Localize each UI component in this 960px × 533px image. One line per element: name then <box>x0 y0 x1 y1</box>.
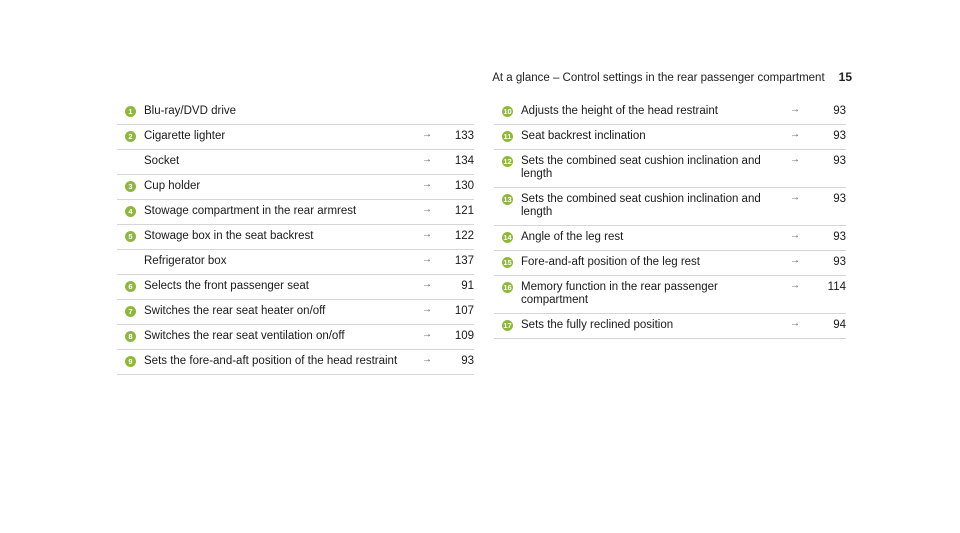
item-description: Socket <box>144 155 180 167</box>
page-reference[interactable]: 94 <box>833 319 846 331</box>
item-description: Switches the rear seat ventilation on/off <box>144 330 345 342</box>
list-item <box>117 350 474 375</box>
list-item <box>117 175 474 200</box>
list-item <box>117 100 474 125</box>
item-number-badge: 17 <box>503 321 512 330</box>
list-item <box>494 226 846 251</box>
arrow-right-icon: → <box>422 129 432 140</box>
page-reference[interactable]: 93 <box>461 355 474 367</box>
page-reference[interactable]: 134 <box>454 155 474 167</box>
list-item <box>494 188 846 226</box>
page-reference[interactable]: 121 <box>454 205 474 217</box>
right-column <box>494 100 846 339</box>
arrow-right-icon: → <box>422 279 432 290</box>
arrow-right-icon: → <box>790 255 800 266</box>
item-description: Cup holder <box>144 180 201 192</box>
arrow-right-icon: → <box>422 354 432 365</box>
item-description: Seat backrest inclination <box>521 130 646 142</box>
item-number-badge: 13 <box>503 195 512 204</box>
item-number-badge: 7 <box>125 306 136 317</box>
list-item <box>494 125 846 150</box>
list-item <box>117 275 474 300</box>
item-description: Sets the fore-and-aft position of the head restraint <box>144 355 398 367</box>
item-number-badge: 6 <box>125 281 136 292</box>
arrow-right-icon: → <box>422 179 432 190</box>
item-number-badge: 4 <box>125 206 136 217</box>
arrow-right-icon: → <box>422 229 432 240</box>
page-reference[interactable]: 91 <box>461 280 474 292</box>
item-number-badge: 3 <box>125 181 136 192</box>
list-item <box>494 100 846 125</box>
left-column <box>117 100 474 375</box>
item-description: Adjusts the height of the head restraint <box>521 105 718 117</box>
arrow-right-icon: → <box>422 204 432 215</box>
item-description: Switches the rear seat heater on/off <box>144 305 326 317</box>
item-number-badge: 10 <box>503 107 512 116</box>
list-item <box>117 200 474 225</box>
item-number-badge: 1 <box>125 106 136 117</box>
arrow-right-icon: → <box>422 154 432 165</box>
item-description: Cigarette lighter <box>144 130 226 142</box>
item-number-badge: 16 <box>503 283 512 292</box>
list-item <box>494 314 846 339</box>
list-item <box>117 150 474 175</box>
item-number-badge: 15 <box>503 258 512 267</box>
item-description: Sets the fully reclined position <box>521 319 674 331</box>
item-description: Stowage box in the seat backrest <box>144 230 314 242</box>
page-number: 15 <box>838 70 852 84</box>
item-number-badge: 12 <box>503 157 512 166</box>
list-item <box>117 325 474 350</box>
arrow-right-icon: → <box>422 329 432 340</box>
arrow-right-icon: → <box>790 129 800 140</box>
page-reference[interactable]: 109 <box>454 330 474 342</box>
arrow-right-icon: → <box>790 104 800 115</box>
page-reference[interactable]: 93 <box>833 231 846 243</box>
page-reference[interactable]: 93 <box>833 155 846 167</box>
page-reference[interactable]: 137 <box>454 255 474 267</box>
item-number-badge: 14 <box>503 233 512 242</box>
list-item <box>117 225 474 250</box>
item-description: Selects the front passenger seat <box>144 280 309 292</box>
page-reference[interactable]: 122 <box>454 230 474 242</box>
list-item <box>117 250 474 275</box>
page-reference[interactable]: 93 <box>833 130 846 142</box>
header-title: At a glance – Control settings in the rear passenger compartment <box>492 72 825 84</box>
arrow-right-icon: → <box>422 304 432 315</box>
item-description: Angle of the leg rest <box>521 231 624 243</box>
item-description: Sets the combined seat cushion inclination and length <box>521 155 761 180</box>
item-number-badge: 5 <box>125 231 136 242</box>
page-reference[interactable]: 93 <box>833 256 846 268</box>
item-description: Stowage compartment in the rear armrest <box>144 205 357 217</box>
item-number-badge: 2 <box>125 131 136 142</box>
item-number-badge: 8 <box>125 331 136 342</box>
page-reference[interactable]: 107 <box>454 305 474 317</box>
arrow-right-icon: → <box>790 154 800 165</box>
item-description: Fore-and-aft position of the leg rest <box>521 256 700 268</box>
item-number-badge: 11 <box>503 132 512 141</box>
page-reference[interactable]: 133 <box>454 130 474 142</box>
page-reference[interactable]: 130 <box>454 180 474 192</box>
list-item <box>117 125 474 150</box>
page-header <box>492 70 852 84</box>
page-reference[interactable]: 114 <box>827 281 846 293</box>
item-number-badge: 9 <box>125 356 136 367</box>
list-item <box>494 251 846 276</box>
item-description: Refrigerator box <box>144 255 227 267</box>
page-reference[interactable]: 93 <box>833 193 846 205</box>
list-item <box>494 276 846 314</box>
list-item <box>494 150 846 188</box>
arrow-right-icon: → <box>790 230 800 241</box>
list-item <box>117 300 474 325</box>
arrow-right-icon: → <box>422 254 432 265</box>
arrow-right-icon: → <box>790 192 800 203</box>
item-description: Sets the combined seat cushion inclination and length <box>521 193 761 218</box>
arrow-right-icon: → <box>790 318 800 329</box>
arrow-right-icon: → <box>790 280 800 291</box>
page-reference[interactable]: 93 <box>833 105 846 117</box>
item-description: Memory function in the rear passenger compartment <box>521 281 718 306</box>
item-description: Blu-ray/DVD drive <box>144 105 237 117</box>
